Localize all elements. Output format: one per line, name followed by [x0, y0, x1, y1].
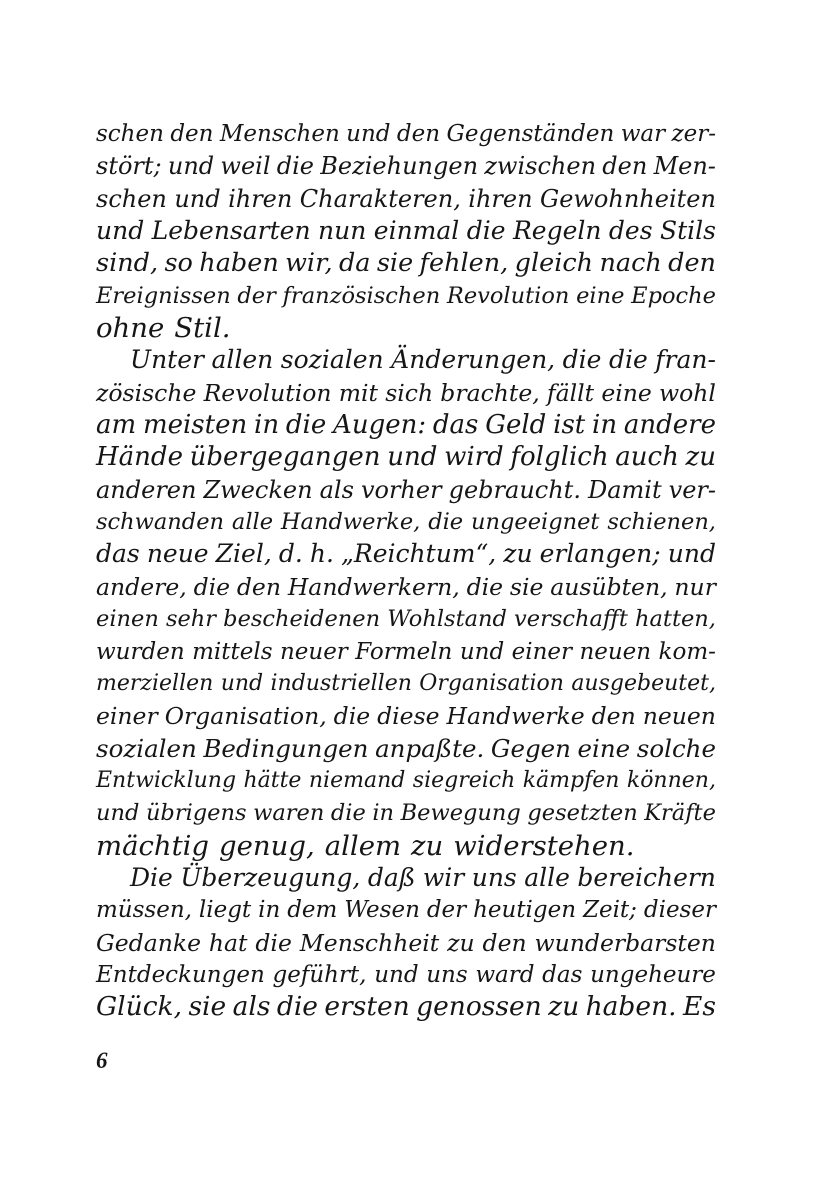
word: bereichern — [577, 862, 716, 892]
word: ausgebeutet, — [571, 670, 716, 696]
word: und — [346, 121, 391, 147]
word: Es — [682, 991, 716, 1023]
word: die — [466, 572, 504, 601]
word: uns — [426, 961, 468, 988]
word: ersten — [324, 991, 410, 1023]
word: folglich — [510, 442, 609, 473]
word: ihren — [468, 184, 533, 213]
word: Formeln — [355, 638, 453, 665]
word: nun — [318, 216, 367, 246]
word: die — [466, 216, 506, 246]
word: ist — [553, 410, 586, 441]
word: allem — [324, 829, 402, 862]
word: französischen — [282, 282, 441, 309]
word: schienen, — [607, 509, 716, 536]
word: Revolution — [446, 282, 570, 309]
word: industriellen — [270, 670, 412, 696]
word: die — [193, 572, 231, 601]
word: „Reichtum“, — [340, 539, 497, 569]
text-line — [96, 636, 716, 668]
text-line — [96, 409, 716, 441]
text-line — [96, 571, 716, 603]
word: h. — [309, 539, 334, 569]
word: geführt, — [272, 961, 367, 988]
word: in — [592, 410, 618, 441]
word: einmal — [373, 216, 460, 246]
word: sich — [385, 378, 434, 407]
word: Hände — [96, 442, 183, 473]
word: Charakteren, — [299, 184, 461, 213]
word: in — [258, 897, 281, 924]
text-line — [96, 959, 716, 991]
word: brachte, — [440, 378, 540, 407]
word: weil — [220, 152, 271, 181]
page-number: 6 — [96, 1048, 108, 1073]
word: Unter — [130, 345, 204, 375]
word: als — [232, 991, 271, 1023]
word: andere, — [96, 572, 187, 601]
word: den — [602, 152, 648, 181]
word: die — [333, 702, 371, 731]
word: und — [459, 638, 505, 665]
word: Glück, — [96, 991, 183, 1023]
word: dem — [287, 897, 338, 924]
word: Epoche — [631, 282, 716, 309]
word: des — [608, 216, 653, 246]
word: die — [285, 410, 327, 441]
word: das — [432, 410, 479, 441]
word: erlangen; — [539, 539, 661, 569]
word: hat — [208, 928, 248, 957]
word: Zwecken — [203, 475, 313, 504]
word: Entwicklung — [96, 767, 237, 793]
word: den — [482, 928, 527, 957]
word: der — [237, 282, 276, 309]
word: diese — [377, 702, 440, 731]
word: Zeit; — [582, 897, 637, 924]
word: Menschen — [219, 121, 340, 147]
word: zösische — [96, 378, 197, 407]
word: waren — [253, 800, 325, 827]
text-line — [96, 312, 716, 344]
word: am — [96, 410, 137, 441]
word: Bewegung — [400, 800, 521, 827]
word: d. — [278, 539, 303, 569]
word: stört; — [96, 152, 162, 181]
word: nur — [674, 572, 716, 601]
text-line — [96, 894, 716, 926]
word: in — [372, 800, 395, 827]
text-line — [96, 991, 716, 1023]
word: Damit — [587, 475, 662, 504]
word: gebraucht. — [448, 475, 581, 504]
text-line — [96, 733, 716, 765]
word: können, — [626, 767, 716, 793]
word: ungeheure — [590, 961, 716, 988]
word: die — [608, 345, 648, 375]
word: gleich — [514, 248, 594, 279]
word: sie — [188, 991, 227, 1023]
word: haben. — [585, 991, 677, 1023]
word: verschafft — [514, 606, 628, 633]
word: genossen — [416, 991, 542, 1023]
word: Stils — [659, 216, 716, 246]
word: der — [426, 897, 467, 924]
word: daß — [367, 862, 416, 892]
word: Ziel, — [215, 539, 272, 569]
word: und — [96, 800, 140, 827]
word: hätte — [243, 767, 302, 793]
word: fehlen, — [419, 248, 509, 279]
word: fällt — [546, 378, 595, 407]
word: mit — [338, 378, 378, 407]
word: merziellen — [96, 670, 214, 696]
word: liegt — [198, 897, 252, 924]
word: bescheidenen — [223, 606, 381, 633]
word: alle — [524, 862, 570, 892]
word: in — [254, 410, 280, 441]
text-line — [96, 830, 716, 862]
word: schen — [96, 184, 167, 213]
word: den — [236, 572, 281, 601]
word: Wesen — [344, 897, 420, 924]
word: wohl — [659, 378, 716, 407]
word: Revolution — [203, 378, 332, 407]
word: wir, — [285, 248, 333, 279]
word: Handwerke, — [280, 509, 421, 536]
word: anderen — [96, 475, 197, 504]
word: solche — [636, 733, 716, 763]
word: und — [374, 961, 419, 988]
word: die — [276, 991, 318, 1023]
word: Handwerke — [446, 702, 585, 731]
word: ver- — [668, 475, 716, 504]
word: Beziehungen — [320, 152, 479, 181]
word: übrigens — [145, 800, 247, 827]
text-line — [96, 862, 716, 894]
text-line — [96, 441, 716, 473]
word: Handwerkern, — [287, 572, 460, 601]
word: zu — [503, 539, 533, 569]
word: die — [255, 928, 292, 957]
text-line — [96, 118, 716, 150]
word: da — [338, 248, 371, 279]
word: die — [562, 345, 602, 375]
word: das — [96, 539, 140, 569]
word: neuen — [642, 702, 716, 731]
word: auch — [615, 442, 679, 473]
word: gesetzten — [527, 800, 638, 827]
word: zu — [685, 442, 716, 473]
word: das — [542, 961, 583, 988]
word: und — [96, 216, 145, 246]
word: Lebensarten — [151, 216, 311, 246]
text-line — [96, 474, 716, 506]
word: heutigen — [473, 897, 577, 924]
word: meisten — [142, 410, 248, 441]
word: mittels — [192, 638, 273, 665]
word: sie — [509, 572, 544, 601]
text-line — [96, 538, 716, 570]
word: widerstehen. — [453, 829, 635, 862]
word: zu — [548, 991, 580, 1023]
text-line — [96, 344, 716, 376]
text-line — [96, 603, 716, 635]
word: Die — [130, 862, 173, 892]
word: Gegen — [490, 733, 571, 763]
text-line — [96, 215, 716, 247]
text-line — [96, 280, 716, 312]
text-line — [96, 765, 716, 797]
text-line — [96, 797, 716, 829]
word: Gedanke — [96, 928, 202, 957]
word: wir — [422, 862, 465, 892]
word: Änderungen, — [391, 345, 556, 375]
word: sind, — [96, 248, 159, 279]
word: ohne — [96, 312, 165, 345]
word: zer- — [671, 121, 716, 147]
word: schen — [96, 121, 164, 147]
word: neuen — [579, 638, 652, 665]
word: eine — [601, 378, 652, 407]
word: uns — [471, 862, 517, 892]
word: Ereignissen — [96, 282, 231, 309]
word: alle — [231, 509, 274, 536]
word: neue — [146, 539, 209, 569]
text-line — [96, 700, 716, 732]
word: ungeeignet — [471, 509, 600, 536]
word: Geld — [485, 410, 547, 441]
word: anpaßte. — [375, 733, 485, 763]
word: siegreich — [412, 767, 516, 793]
word: Gegenständen — [446, 121, 615, 147]
word: allen — [211, 345, 274, 375]
word: Stil. — [174, 312, 231, 345]
word: Entdeckungen — [96, 961, 265, 988]
text-line — [96, 668, 716, 700]
word: ausübten, — [550, 572, 668, 601]
word: zwischen — [484, 152, 597, 181]
word: Organisation, — [164, 702, 327, 731]
text-line — [96, 150, 716, 182]
word: mächtig — [96, 829, 210, 862]
word: dieser — [643, 897, 716, 924]
word: wurden — [96, 638, 185, 665]
word: war — [620, 121, 666, 147]
word: sehr — [165, 606, 217, 633]
word: und — [174, 184, 221, 213]
word: zu — [447, 928, 475, 957]
word: den — [668, 248, 716, 279]
body-text — [96, 118, 716, 1024]
word: den — [396, 121, 441, 147]
word: wird — [444, 442, 504, 473]
word: genug, — [219, 829, 315, 862]
word: den — [591, 702, 636, 731]
word: fran- — [655, 345, 716, 375]
word: nach — [599, 248, 662, 279]
word: als — [319, 475, 354, 504]
word: einer — [96, 702, 158, 731]
word: Überzeugung, — [180, 862, 361, 892]
word: und — [220, 670, 264, 696]
word: und — [387, 442, 438, 473]
word: so — [164, 248, 193, 279]
word: ward — [475, 961, 535, 988]
word: Kräfte — [644, 800, 716, 827]
text-line — [96, 506, 716, 538]
word: Augen: — [333, 410, 427, 441]
word: die — [330, 800, 366, 827]
word: haben — [199, 248, 279, 279]
word: eine — [577, 733, 631, 763]
word: kämpfen — [522, 767, 620, 793]
word: und — [167, 152, 215, 181]
text-line — [96, 377, 716, 409]
word: Men- — [653, 152, 716, 181]
word: Wohlstand — [387, 606, 507, 633]
word: sozialen — [96, 733, 197, 763]
word: eine — [576, 282, 625, 309]
word: übergegangen — [189, 442, 381, 473]
word: einen — [96, 606, 159, 633]
word: vorher — [360, 475, 442, 504]
word: Regeln — [512, 216, 602, 246]
word: ihren — [228, 184, 293, 213]
word: Bedingungen — [203, 733, 369, 763]
text-line — [96, 247, 716, 279]
word: die — [276, 152, 315, 181]
text-line — [96, 927, 716, 959]
word: schwanden — [96, 509, 225, 536]
word: Gewohnheiten — [540, 184, 716, 213]
word: wunderbarsten — [534, 928, 716, 957]
word: Menschheit — [299, 928, 440, 957]
text-line — [96, 183, 716, 215]
word: Organisation — [419, 670, 564, 696]
word: sie — [376, 248, 414, 279]
word: die — [428, 509, 464, 536]
word: zu — [411, 829, 444, 862]
word: andere — [623, 410, 716, 441]
word: den — [170, 121, 214, 147]
word: neuer — [279, 638, 348, 665]
word: niemand — [308, 767, 406, 793]
word: und — [667, 539, 716, 569]
word: hatten, — [635, 606, 716, 633]
word: kom- — [658, 638, 716, 665]
word: sozialen — [280, 345, 384, 375]
word: einer — [511, 638, 572, 665]
word: müssen, — [96, 897, 192, 924]
